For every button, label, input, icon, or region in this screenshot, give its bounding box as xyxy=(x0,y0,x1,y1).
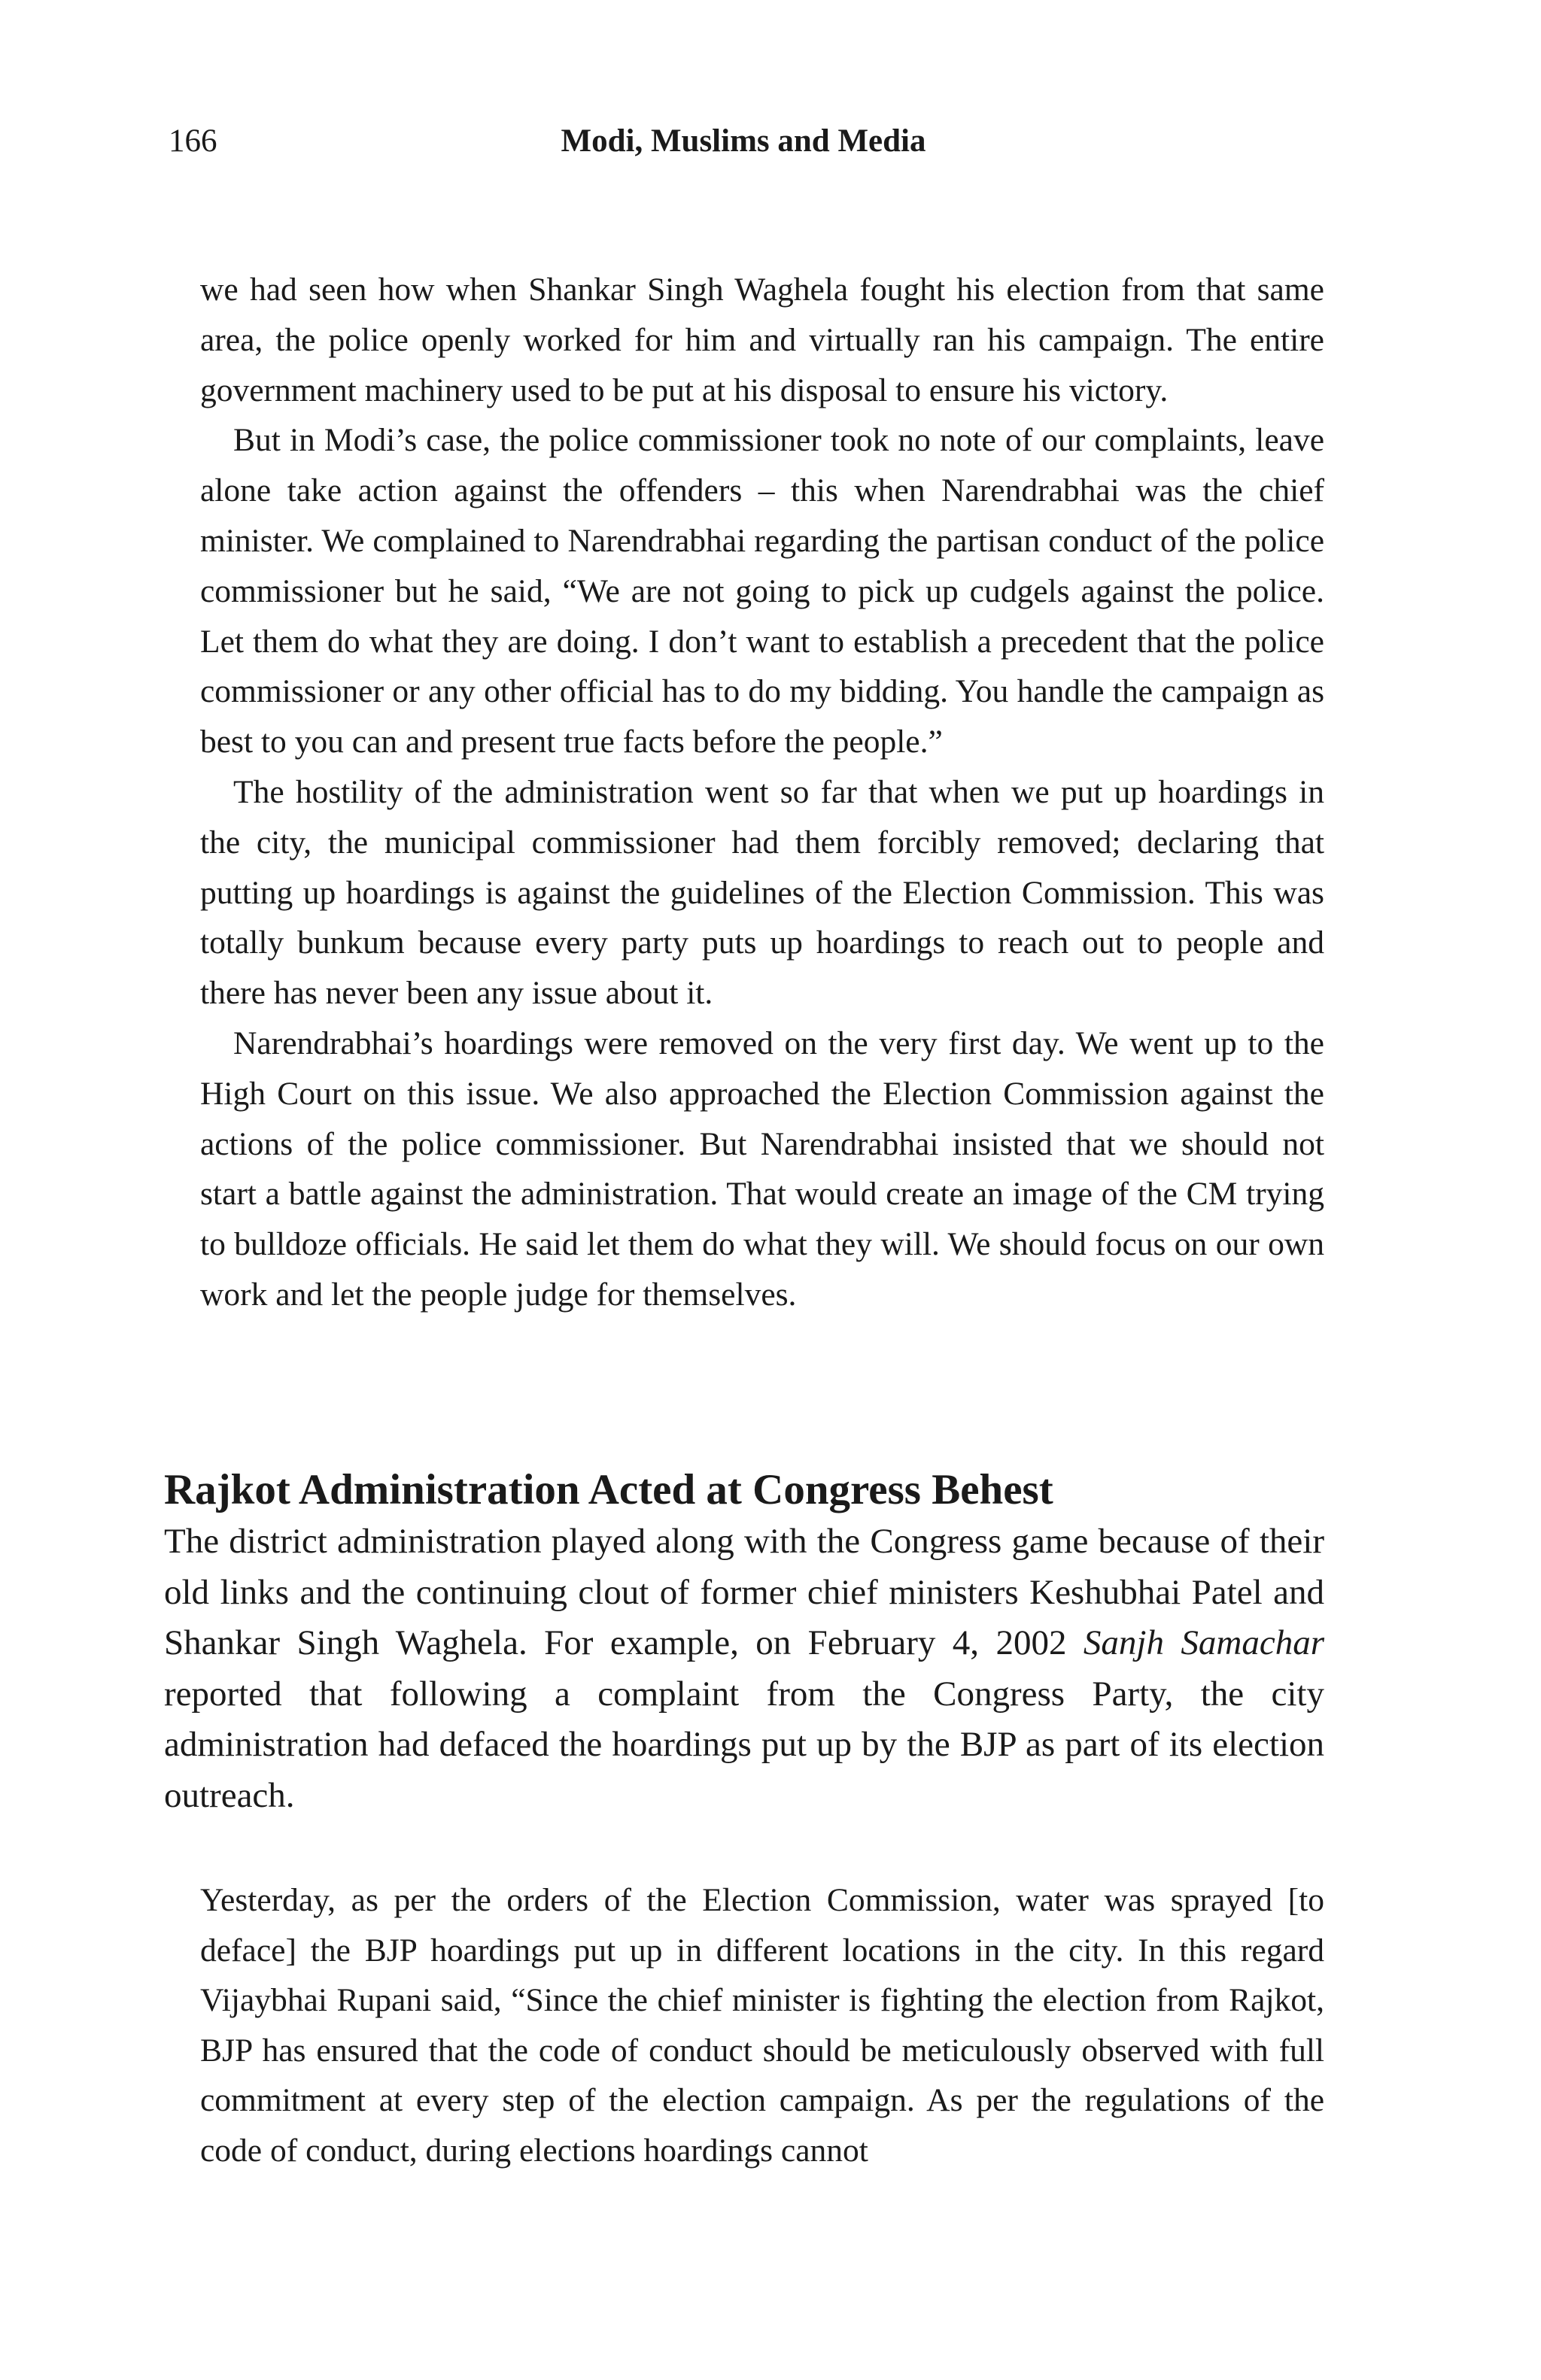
running-header xyxy=(164,119,1323,164)
page-number: 166 xyxy=(169,123,217,159)
section-body xyxy=(164,1516,1324,1821)
section-heading: Rajkot Administration Acted at Congress Behest xyxy=(164,1466,1053,1513)
section-text-start: The district administration played along with the Congress game because of their old links and the continuing clout of former chief ministers Keshubhai Patel and Shankar Singh Waghela. For example, on February 4, 2002 xyxy=(164,1522,1324,1662)
newspaper-title: Sanjh Samachar xyxy=(1083,1623,1324,1662)
paragraph: But in Modi’s case, the police commissioner took no note of our complaints, leave alone take action against the offenders – this when Narendrabhai was the chief minister. We complained to Narendrabhai regarding the partisan conduct of the police commissioner but he said, “We are not going to pick up cudgels against the police. Let them do what they are doing. I don’t want to establish a precedent that the police commissioner or any other official has to do my bidding. You handle the campaign as best to you can and present true facts before the people.” xyxy=(200,422,1324,760)
section-text-end: reported that following a complaint from the Congress Party, the city administration had defaced the hoardings put up by the BJP as part of its election outreach. xyxy=(164,1674,1324,1815)
quote-paragraph: Yesterday, as per the orders of the Election Commission, water was sprayed [to deface] the BJP hoardings put up in different locations in the city. In this regard Vijaybhai Rupani said, “Since the chief minister is fighting the election from Rajkot, BJP has ensured that the code of conduct should be meticulously observed with full commitment at every step of the election campaign. As per the regulations of the code of conduct, during elections hoardings cannot xyxy=(200,1882,1324,2169)
block-quote xyxy=(200,1875,1324,2175)
paragraph: we had seen how when Shankar Singh Waghela fought his election from that same area, the police openly worked for him and virtually ran his campaign. The entire government machinery used to be put at his disposal to ensure his victory. xyxy=(200,272,1324,408)
paragraph: Narendrabhai’s hoardings were removed on the very first day. We went up to the High Court on this issue. We also approached the Election Commission against the actions of the police commissioner. But Narendrabhai insisted that we should not start a battle against the administration. That would create an image of the CM trying to bulldoze officials. He said let them do what they will. We should focus on our own work and let the people judge for themselves. xyxy=(200,1025,1324,1313)
running-title: Modi, Muslims and Media xyxy=(561,123,926,159)
section-paragraph xyxy=(164,1516,1324,1821)
paragraph: The hostility of the administration went so far that when we put up hoardings in the city, the municipal commissioner had them forcibly removed; declaring that putting up hoardings is against the guidelines of the Election Commission. This was totally bunkum because every party puts up hoardings to reach out to people and there has never been any issue about it. xyxy=(200,773,1324,1012)
interview-text xyxy=(200,265,1324,1320)
